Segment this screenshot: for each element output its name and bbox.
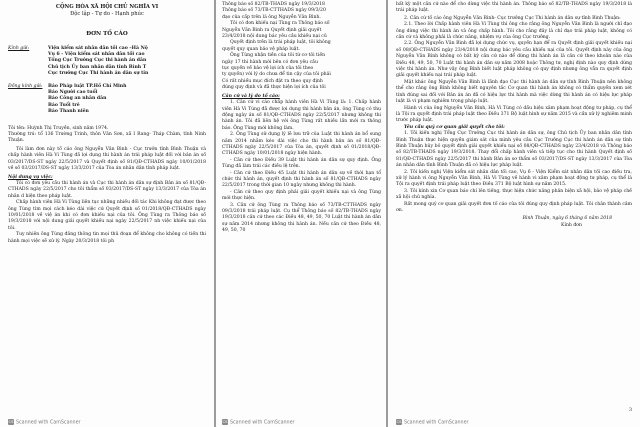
text-line: 23/4/2018 nội dung bác yêu cầu khiếu nại củ <box>222 34 327 40</box>
text-line: Có rất nhiều mục đích đặt ra theo quy định <box>222 78 323 84</box>
paragraph: Tôi làm đơn này tố cáo ông Nguyễn Văn Bình - Cục trưởn tỉnh Bình Thuận và chấp hành viên Hà Vi Tùng đã lợi dụng thi hành án trái pháp luật đối với bản án số 03/2017/DS-ST ngày 22/5/2017 và Quyết định số 81/QĐ-CTHADS ngày 10/01/2018 về số 03/2017/DS-ST ngày 13/3/2017 của Tòa án nhân dân tỉnh pháp luật. <box>8 146 206 172</box>
camscanner-icon: CS <box>396 418 402 424</box>
cc-recipient-line: Báo Công an nhân dân <box>48 96 107 102</box>
text-line: Thông báo số 73/TB-CTTHADS ngày 09/3/20 <box>222 8 326 14</box>
page-number: 3 <box>628 407 632 413</box>
national-motto: Độc lập - Tự do - Hạnh phúc <box>70 10 144 17</box>
text-line: Quyết định trên là trái pháp luật, tôi không <box>230 40 331 46</box>
paragraph: - Căn cứ theo Điều 39 Luật thi hành án dân sự quy định. Ông Tùng đã làm trái các điều lệ trên. <box>222 157 381 170</box>
recipients-block <box>8 46 206 78</box>
sender-name: Tôi tên: Huỳnh Thị Truyền, sinh năm 1974. <box>8 125 109 131</box>
paragraph: Tuy nhiên ông Tùng đăng thông tin mọi thủ đoạn để không cho không có tiền thi hành mọi việc sẽ xử lý. Ngày 20/3/2018 tôi ph <box>8 232 206 244</box>
national-header: CỘNG HÒA XÃ HỘI CHỦ NGHĨA VI <box>55 4 159 10</box>
paragraph: 1. Căn cứ vi cáo chấp hành viên Hà Vi Tùng là: 1. Chấp hành viên Hà Vi Tùng đã được lợi dụng thi hành bản án, ông Tùng có thụ động ngày án số 81/QĐ-CTHADS ngày 22/5/2017 nhưng không thi hành án. Tôi đã liên hệ với ông Tùng rất nhiều lần mới ra thông báo. Ông Tùng mới không làm. <box>222 100 381 131</box>
paragraph: - Căn cứ theo quy định phải giải quyết khiếu nại và ông Tùng mới thực hiện. <box>222 189 381 202</box>
scanner-watermark <box>8 419 81 426</box>
section-heading: 2. Căn cứ tố cáo ông Nguyễn Văn Bình- Cục trưởng Cục Thi hành án dân sự tỉnh Bình Thuận: <box>404 15 621 21</box>
paragraph: 3. Căn cứ ông Tùng ra Thông báo số 73/TB-CTTHADS ngày 09/3/2018 trái pháp luật. Cụ thể Thông báo số 82/TB-THADS ngày 19/3/2018 căn cứ theo các Điều 48, 49, 50, 70 Luật thi hành án dân sự năm 2014 nhưng không thi hành án. Nếu căn cứ theo Điều 48, 49, 50, 70 <box>222 202 381 234</box>
scanner-watermark <box>222 419 295 426</box>
cc-recipients-block <box>8 84 206 116</box>
text-line: Thông báo số 82/TB-THADS ngày 19/3/2018 <box>222 2 325 7</box>
kinh-gui-label: Kính gửi: <box>8 45 30 51</box>
document-page-3 <box>388 0 640 427</box>
text-line: Tôi có đơn khiếu nại Tùng ra Thông báo số <box>230 21 330 27</box>
cc-recipient-line: Báo Thanh niên <box>48 109 89 115</box>
paragraph: 2.1. Theo lời Chấp hành viên Hà Vi Tùng thì ông cho rằng ông Nguyễn Văn Bình là người chỉ đạo ông dừng việc thi hành án và ông chấp hành. Tôi cho rằng đây là chỉ đạo trái pháp luật, không có căn cứ và không phải là chức năng, nhiệm vụ của ông Cục trưởng. <box>396 22 632 41</box>
paragraph: Hành vi của ông Nguyễn Văn Bình, Hà Vi Tùng có dấu hiệu xâm phạm hoạt động tư pháp, cụ thể là Tội ra quyết định trái pháp luật theo Điều 371 Bộ luật hình sự năm 2015 và cần xử lý nghiêm minh trước pháp luật. <box>396 105 632 124</box>
document-page-1 <box>0 0 214 427</box>
page-1-content <box>8 4 206 245</box>
recipient-line: Cục trưởng Cục Thi hành án dân sự tỉn <box>48 71 149 77</box>
sender-address: Thường trú: tổ 136 Trường Trinh, thôn Văn Sơn, xã I Rang- Tháp Chàm, tỉnh Ninh Thuận. <box>8 132 206 144</box>
request-item: 1. Tôi kiến nghị Tổng Cục Trưởng Cục thi hành án dân sự, ông Chủ tịch Ủy ban nhân dân tỉnh Bình Thuận thực hiện quyền giám sát của mình yêu cầu Cục Trưởng Cục thi hành án dân sự tỉnh Bình Thuận hủy bỏ quyết định giải quyết khiếu nại số 08/QĐ-CTHADS ngày 23/4/2018 và Thông báo số 82/TB-THADS ngày 19/3/2018. Thay đổi chấp hành viên và tiếp tục cho thi hành Quyết định số 81/QĐ-CTHADS ngày 22/5/2017 thi hành Bản án sơ thẩm số 03/2017/DS-ST ngày 13/3/2017 của Tòa án nhân dân tỉnh Bình Thuận đã có hiệu lực pháp luật. <box>396 131 632 169</box>
kinh-gui-list <box>48 46 148 78</box>
scanner-label: Scanned with CamScanner <box>230 420 295 425</box>
text-line: đạo của cấp trên là ông Nguyễn Văn Bình. <box>222 14 321 20</box>
scanner-label: Scanned with CamScanner <box>404 420 469 425</box>
text-line: ty quyền) với lý do chưa để tin cậy của tôi phải <box>222 72 331 78</box>
scanner-watermark <box>396 419 469 426</box>
text-line: tục quyền về bảo vệ lợi ích của tôi theo <box>222 66 314 72</box>
paragraph: Mặt khác ông Nguyễn Văn Bình là lãnh đạo Cục thi hành án dân sự tỉnh Bình Thuận nên không thể cho rằng ông Bình không biết nguyên tắc Cơ quan thi hành án không có thẩm quyền xem xét tính đúng sai đối với Bản án án đã có hiệu lực thi hành mà việc dừng thi hành án có hiệu lực pháp luật là vi phạm nghiêm trọng pháp luật. <box>396 79 632 105</box>
page-2-content <box>222 2 381 235</box>
paragraph: Tôi có đơn yêu cầu thi hành án và Cục thi hành án dân sự định Bản án số 81/QĐ-CTHADS ngày 22/5/2017 cho tôi thẩm số 03/2017/DS-ST ngày 13/3/2017 của Tòa án nhân d hiện theo pháp luật. <box>8 180 206 199</box>
text-line: Ông Tùng nhận tiền của tôi từ cơ tôi tiền <box>230 53 326 59</box>
text-line: Nguyễn Văn Bình ra Quyết định giải quyết <box>222 27 322 33</box>
recipient-line: Viện kiểm sát nhân dân tối cao –Hà Nộ <box>48 45 148 51</box>
dong-kinh-gui-label: Đồng kính gửi: <box>8 83 43 89</box>
paragraph: Chấp hành viên Hà Vi Tùng liên tục những nhiều đối tác Khi không đạt được theo ông Tùng tìm mọi cách kéo dài việc cứ Quyết định số 01/2018/QĐ-CTHADS ngày 10/01/2018 về việ án khi có đơn khiếu nại của tôi. Ông Tùng ra Thông báo số 19/3/2018 với nội dung giải quyết khiếu nại ngày 22/5/2017 nh việc khiếu nại của tôi. <box>8 200 206 231</box>
text-line: ngày 17 thi hành mời bên có đơn yêu cầu <box>222 59 318 65</box>
paragraph: 2.2. Ông Nguyễn Văn Bình đã lợi dụng chức vụ, quyền hạn để ra Quyết định giải quyết khiếu nại số 08/QĐ-CTHADS ngày 23/4/2018 nội dung bác yêu cầu khiếu nại của tôi. Quyết định này của ông Nguyễn Văn Bình không có bất kỳ căn cứ nào để dừng thi hành án là căn cứ theo khoản nào của Điều 48, 49, 50, 70 Luật thi hành án dân sự năm 2008 hoặc Thông tư, nghị định nào quy định dừng việc thi hành án. Như vậy ông Bình biết luật pháp không có quy định nhưng ông vẫn ra quyết định giải quyết khiếu nại trái pháp luật. <box>396 41 632 79</box>
document-title: ĐƠN TỐ CÁO <box>86 31 128 38</box>
recipient-line: Chủ tịch Ủy ban nhân dân tỉnh Bình T <box>48 64 147 70</box>
request-heading: Yêu cầu quý cơ quan giải quyết cho tôi: <box>404 124 505 130</box>
document-page-2 <box>216 0 386 427</box>
paragraph: - Căn cứ theo Điều 45 Luật thi hành án dân sự về thời hạn tổ chức thi hành án, quyết định thi hành án số 81/QĐ-CTHADS ngày 22/5/2017 trong thời gian 10 ngày nhưng không thi hành. <box>222 170 381 189</box>
section-heading: Nội dung vụ việc: <box>8 174 53 180</box>
signature-label: Kính đơn <box>561 222 582 228</box>
dong-kinh-gui-list <box>48 84 126 116</box>
cc-recipient-line: Báo Tuổi trẻ <box>48 102 80 108</box>
place-date: Bình Thuận, ngày 6 tháng 6 năm 2018 <box>522 216 612 222</box>
camscanner-icon: CS <box>222 418 228 424</box>
section-heading: Căn cứ và lý do tố cáo: <box>222 93 280 99</box>
camscanner-icon: CS <box>8 418 14 424</box>
cc-recipient-line: Báo Pháp luật TP.Hồ Chí Minh <box>48 83 127 89</box>
request-item: 3. Tôi kính xin Cơ quan báo chí lên tiếng, thực hiện chức năng phản biện xã hội, bảo vệ pháp chế xã hội chủ nghĩa. <box>396 188 632 201</box>
page-3-content <box>396 2 632 229</box>
paragraph: bất kỳ một căn cứ nào để cho dừng việc thi hành án. Thông báo số 82/TB-THADS ngày 19/3/2018 là trái pháp luật. <box>396 2 632 14</box>
text-line: đúng quy định và đã thực hiện lợi ích của tôi <box>222 85 326 91</box>
cc-recipient-line: Báo Người cao tuổi <box>48 90 98 96</box>
text-line: quyết quy quan bảo vệ pháp luật. <box>222 46 300 52</box>
recipient-line: Tổng Cục Trưởng Cục thi hành án dân <box>48 58 147 64</box>
closing-paragraph: Rất mong quý cơ quan giải quyết đơn tố cáo của tôi đúng quy định pháp luật. Tôi chân thành cảm ơn. <box>396 201 632 213</box>
paragraph: 2. Ông Tùng sử dụng lý lẽ lưu trữ của Luật thi hành án bổ sung năm 2014 nhằm kéo dài việc cho thi hành bản án số 81/QĐ-CTHADS ngày 22/5/2017 của Tòa án, quyết định số 01/2018/QĐ-CTHADS ngày 10/01/2018 ngày hiện hành. <box>222 132 381 157</box>
recipient-line: Vụ 6 - Viện kiểm sát nhân dân tối cao <box>48 52 145 57</box>
scanner-label: Scanned with CamScanner <box>16 420 81 425</box>
request-item: 2. Tôi kiến nghị Viện kiểm sát nhân dân tối cao, Vụ 6 - Viện Kiểm sát nhân dân tối cao điều tra, xử lý hành vi ông Nguyễn Văn Bình, Hà Vi Tùng về hành vi xâm phạm hoạt động tư pháp, cụ thể là Tội ra quyết định trái pháp luật theo Điều 371 Bộ luật hình sự năm 2015. <box>396 169 632 188</box>
